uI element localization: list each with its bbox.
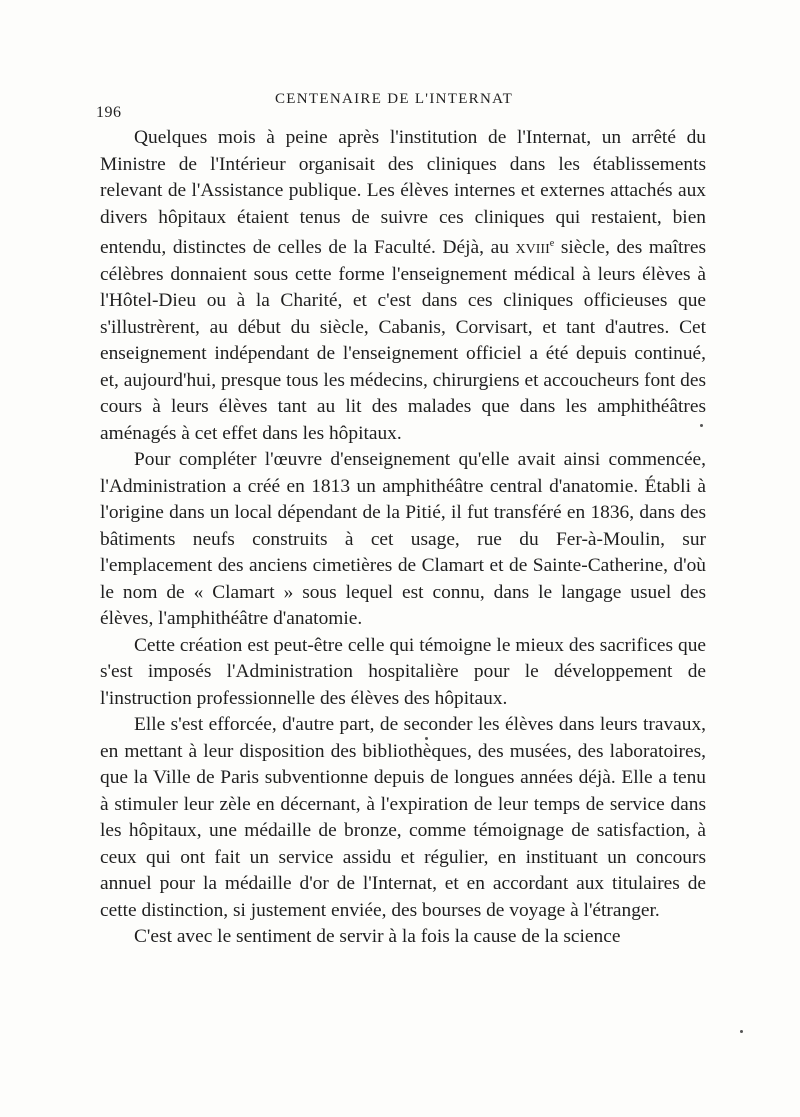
body-text	[100, 125, 706, 951]
paragraph-4: Elle s'est efforcée, d'autre part, de seconder les élèves dans leurs travaux, en mettant à leur disposition des bibliothèques, des musées, des laboratoires, que la Ville de Paris subventionne depuis de longues années déjà. Elle a tenu à stimuler leur zèle en décernant, à l'expiration de leur temps de service dans les hôpitaux, une médaille de bronze, comme témoignage de satisfaction, à ceux qui ont fait un service assidu et régulier, en instituant un concours annuel pour la médaille d'or de l'Internat, et en accordant aux titulaires de cette distinction, si justement enviée, des bourses de voyage à l'étranger.	[100, 714, 706, 921]
page-header	[0, 90, 800, 121]
page-number: 196	[96, 104, 122, 121]
print-speck	[700, 424, 703, 427]
paragraph-5: C'est avec le sentiment de servir à la fois la cause de la science	[134, 926, 621, 947]
century-superscript: e	[549, 238, 555, 249]
print-speck	[425, 737, 428, 740]
paragraph-1	[100, 125, 706, 447]
paragraph-3: Cette création est peut-être celle qui témoigne le mieux des sacrifices que s'est imposés l'Administration hospitalière pour le développement de l'instruction professionnelle des élèves des hôpitaux.	[100, 634, 706, 709]
print-speck	[740, 1030, 743, 1033]
paragraph-1-part-1: Quelques mois à peine après l'institution de l'Internat, un arrêté du Ministre de l'Intérieur organisait des cliniques dans les établissements relevant de l'Assistance publique. Les élèves internes et externes attachés aux divers hôpitaux étaient tenus de suivre ces cliniques qui restaient, bien entendu, distinctes de celles de la Faculté. Déjà, au	[100, 127, 706, 258]
century-numeral: xviii	[515, 237, 550, 258]
paragraph-2: Pour compléter l'œuvre d'enseignement qu'elle avait ainsi commencée, l'Administration a créé en 1813 un amphithéâtre central d'anatomie. Établi à l'origine dans un local dépendant de la Pitié, il fut transféré en 1836, dans des bâtiments neufs construits à cet usage, rue du Fer-à-Moulin, sur l'emplacement des anciens cimetières de Clamart et de Sainte-Catherine, d'où le nom de « Clamart » sous lequel est connu, dans le langage usuel des élèves, l'amphithéâtre d'anatomie.	[100, 449, 706, 629]
running-title: CENTENAIRE DE L'INTERNAT	[275, 91, 514, 107]
paragraph-1-part-2: siècle, des maîtres célèbres donnaient sous cette forme l'enseignement médical à leurs élèves à l'Hôtel-Dieu ou à la Charité, et c'est dans ces cliniques officieuses que s'illustrèrent, au début du siècle, Cabanis, Corvisart, et tant d'autres. Cet enseignement indépendant de l'enseignement officiel a été depuis continué, et, aujourd'hui, presque tous les médecins, chirurgiens et accoucheurs font des cours à leurs élèves tant au lit des malades que dans les amphithéâtres aménagés à cet effet dans les hôpitaux.	[100, 237, 707, 444]
